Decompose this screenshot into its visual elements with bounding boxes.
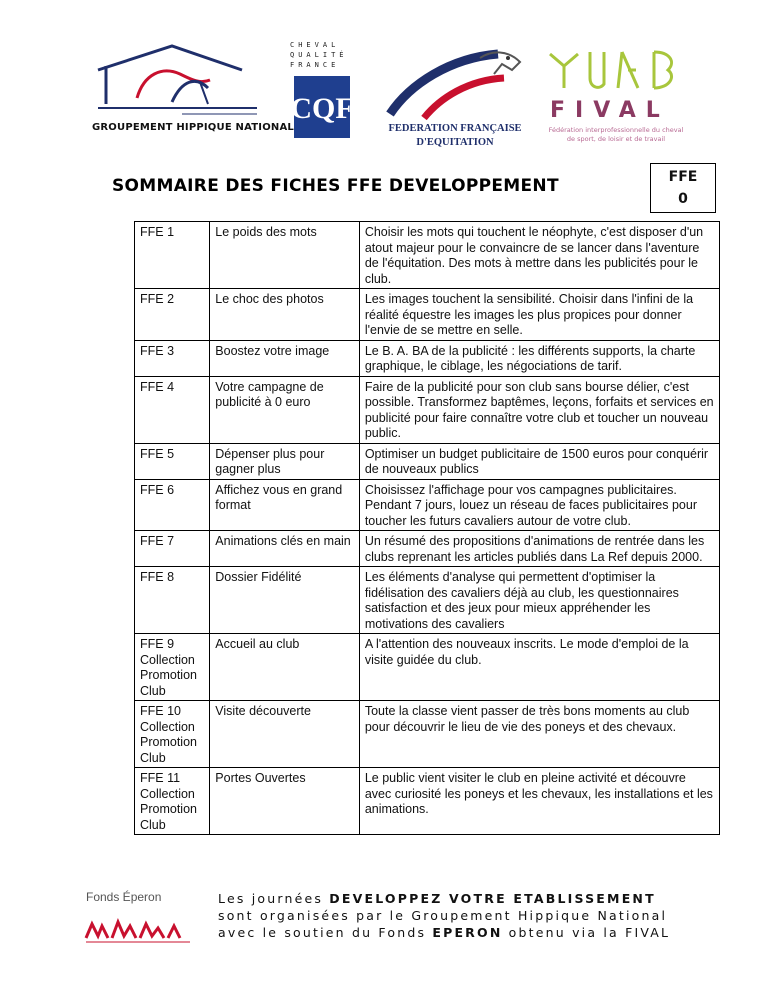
fiche-description: Toute la classe vient passer de très bons moments au club pour découvrir le lieu de vie des poneys et des chevaux. [359, 701, 719, 768]
footer-line-3-prefix: avec le soutien du Fonds [218, 925, 433, 940]
ffe-name-line: D'EQUITATION [416, 137, 494, 148]
fiche-name: Affichez vous en grand format [210, 479, 360, 531]
table-row [135, 289, 720, 341]
fiche-code: FFE 1 [135, 222, 210, 289]
fiche-code: FFE 4 [135, 376, 210, 443]
fonds-eperon-label: Fonds Éperon [86, 890, 162, 904]
fiche-code: FFE 11 Collection Promotion Club [135, 768, 210, 835]
footer-line-3-suffix: obtenu via la FIVAL [502, 925, 671, 940]
fival-logo-word: FIVAL [550, 98, 670, 123]
fiche-code: FFE 5 [135, 443, 210, 479]
footer-line-1-prefix: Les journées [218, 891, 330, 906]
fiche-name: Dépenser plus pour gagner plus [210, 443, 360, 479]
table-row [135, 340, 720, 376]
fiche-description: Les images touchent la sensibilité. Choisir dans l'infini de la réalité équestre les images les plus propices pour donner l'envie de se mettre en selle. [359, 289, 719, 341]
footer-line-1 [218, 890, 670, 907]
fiche-code: FFE 9 Collection Promotion Club [135, 634, 210, 701]
fival-subtitle-line: Fédération interprofessionnelle du cheval [548, 126, 684, 134]
ghn-emblem-icon [92, 44, 267, 122]
cqf-word: FRANCE [290, 61, 340, 69]
fiche-code: FFE 2 [135, 289, 210, 341]
table-row [135, 768, 720, 835]
fiche-description: Le public vient visiter le club en pleine activité et découvre avec curiosité les poneys et les chevaux, les installations et les animations. [359, 768, 719, 835]
table-row [135, 531, 720, 567]
fiche-description: Faire de la publicité pour son club sans bourse délier, c'est possible. Transformez baptêmes, leçons, forfaits et services en publicité pour faire connaître votre club et toucher un nouveau public. [359, 376, 719, 443]
fiche-name: Visite découverte [210, 701, 360, 768]
fiche-name: Accueil au club [210, 634, 360, 701]
ffe-name-line: FEDERATION FRANÇAISE [388, 123, 522, 134]
fiche-name: Le choc des photos [210, 289, 360, 341]
fiche-description: A l'attention des nouveaux inscrits. Le mode d'emploi de la visite guidée du club. [359, 634, 719, 701]
fiche-name: Animations clés en main [210, 531, 360, 567]
table-row [135, 701, 720, 768]
footer-line-1-bold: DEVELOPPEZ VOTRE ETABLISSEMENT [329, 891, 656, 906]
footer-line-2: sont organisées par le Groupement Hippique National [218, 908, 668, 923]
table-row [135, 479, 720, 531]
fiche-name: Votre campagne de publicité à 0 euro [210, 376, 360, 443]
fiche-code: FFE 3 [135, 340, 210, 376]
ffe-emblem-icon [380, 44, 530, 122]
footer-line-3 [218, 924, 670, 941]
table-row [135, 634, 720, 701]
fival-horses-icon [542, 48, 692, 94]
fiche-description: Choisir les mots qui touchent le néophyte, c'est disposer d'un atout majeur pour le convaincre de se lancer dans l'aventure de l'équitation. Des mots à mettre dans les publicités pour le club. [359, 222, 719, 289]
cqf-word: QUALITÉ [290, 51, 348, 59]
ghn-logo-text: GROUPEMENT HIPPIQUE NATIONAL [92, 122, 295, 133]
ffe-logo [380, 44, 530, 154]
fival-logo [542, 48, 692, 148]
fiche-description: Choisissez l'affichage pour vos campagnes publicitaires. Pendant 7 jours, louez un réseau de faces publicitaires pour toucher les futurs cavaliers autour de votre club. [359, 479, 719, 531]
cqf-emblem-icon [290, 76, 354, 138]
footer-line-3-bold: EPERON [432, 925, 503, 940]
document-code-badge [650, 163, 716, 213]
fival-logo-subtitle [536, 126, 696, 144]
cqf-logo-words [290, 40, 360, 70]
footer-text [218, 890, 670, 941]
fiche-code: FFE 10 Collection Promotion Club [135, 701, 210, 768]
table-row [135, 222, 720, 289]
fiche-name: Boostez votre image [210, 340, 360, 376]
fiche-name: Portes Ouvertes [210, 768, 360, 835]
fiche-code: FFE 8 [135, 567, 210, 634]
sommaire-table [134, 221, 720, 835]
table-row [135, 376, 720, 443]
table-row [135, 567, 720, 634]
table-row [135, 443, 720, 479]
ghn-logo [92, 44, 295, 140]
fiche-description: Le B. A. BA de la publicité : les différents supports, la charte graphique, le ciblage, les négociations de tarif. [359, 340, 719, 376]
cqf-logo [290, 40, 360, 140]
fiche-description: Les éléments d'analyse qui permettent d'optimiser la fidélisation des cavaliers déjà au club, les questionnaires satisfaction et des jeux pour mieux appréhender les motivations des cavaliers [359, 567, 719, 634]
fiche-name: Dossier Fidélité [210, 567, 360, 634]
fonds-eperon-riders-icon [82, 916, 192, 946]
fiche-name: Le poids des mots [210, 222, 360, 289]
cqf-word: CHEVAL [290, 41, 340, 49]
fiche-code: FFE 6 [135, 479, 210, 531]
document-title: SOMMAIRE DES FICHES FFE DEVELOPPEMENT [112, 176, 559, 196]
badge-line-1: FFE [668, 169, 698, 185]
footer-banner [76, 884, 726, 954]
fiche-description: Optimiser un budget publicitaire de 1500 euros pour conquérir de nouveaux publics [359, 443, 719, 479]
badge-line-2: 0 [678, 191, 688, 207]
fiche-description: Un résumé des propositions d'animations de rentrée dans les clubs reprenant les articles publiés dans La Ref depuis 2000. [359, 531, 719, 567]
fival-subtitle-line: de sport, de loisir et de travail [566, 135, 666, 143]
fiche-code: FFE 7 [135, 531, 210, 567]
cqf-emblem-letters: CQF [290, 92, 354, 125]
ffe-logo-text [380, 122, 530, 150]
